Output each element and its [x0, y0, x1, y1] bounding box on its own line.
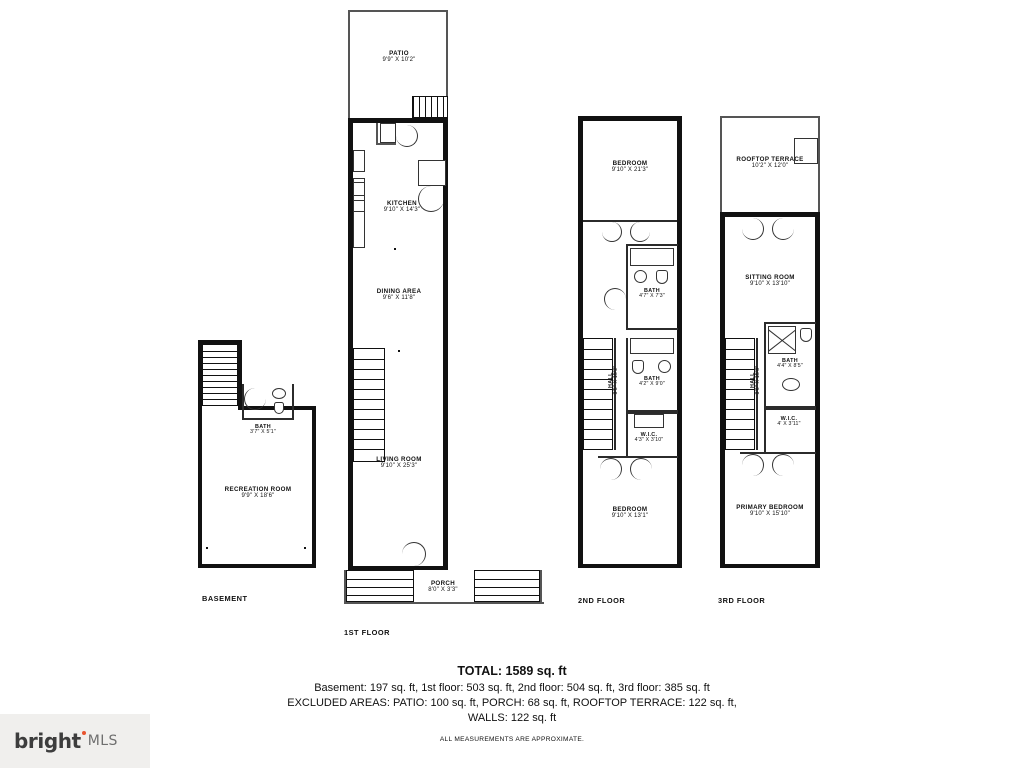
third-wic-wall-top [764, 408, 816, 410]
terrace-label [730, 156, 810, 170]
summary-total: TOTAL: 1589 sq. ft [457, 664, 567, 678]
terrace-wall-right [818, 116, 820, 212]
summary-walls: WALLS: 122 sq. ft [467, 711, 557, 724]
first-floor-title: 1ST FLOOR [344, 628, 390, 637]
second-bath1-dim: 4'7" X 7'3" [639, 293, 665, 300]
porch-steps-right [474, 570, 540, 602]
second-bath1-door [604, 288, 626, 310]
porch-dim: 8'0" X 3'3" [428, 587, 458, 594]
third-floor-wall-front [720, 564, 820, 568]
terrace-name: ROOFTOP TERRACE [736, 156, 804, 163]
third-floor-wall-right [815, 212, 820, 568]
watermark-brand: bright [14, 729, 81, 753]
terrace-door-left [742, 218, 764, 240]
second-bedroom-front-name: BEDROOM [612, 506, 648, 513]
second-closet-wall [583, 220, 677, 222]
third-wic-wall-left [764, 408, 766, 454]
dining-name: DINING AREA [376, 288, 422, 295]
second-bath2-toilet [632, 360, 644, 374]
second-floor-wall-front [578, 564, 682, 568]
watermark-accent-dot [82, 731, 86, 735]
second-bath2-tub [630, 338, 674, 354]
second-closet-door-right [630, 222, 650, 242]
second-bath1-label [624, 288, 680, 300]
terrace-dim: 10'2" X 12'0" [751, 163, 789, 170]
porch-name: PORCH [430, 580, 456, 587]
second-bath1-sink [634, 270, 647, 283]
porch-wall-bottom [344, 602, 544, 604]
kitchen-label [364, 200, 440, 214]
area-summary [0, 664, 1024, 743]
patio-wall-left [348, 10, 350, 118]
primary-bedroom-dim: 9'10" X 15'10" [749, 511, 791, 518]
second-bath1-name: BATH [644, 288, 660, 294]
basement-wall-bottom [198, 564, 316, 568]
third-bath-sink [782, 378, 800, 391]
second-bath1-wall-left [626, 244, 628, 330]
second-bath1-tub [630, 248, 674, 266]
rear-vestibule-wall [376, 123, 378, 145]
sitting-room-dim: 9'10" X 13'10" [749, 281, 791, 288]
living-room-name: LIVING ROOM [376, 456, 422, 463]
basement-bath-wall-right [292, 384, 294, 420]
rear-door [396, 125, 418, 147]
basement-wall-right [312, 406, 316, 568]
dining-dim: 9'6" X 11'8" [382, 295, 416, 302]
kitchen-upper-counter [353, 150, 365, 172]
basement-recreation-name: RECREATION ROOM [224, 486, 292, 493]
watermark-suffix: MLS [87, 733, 118, 749]
basement-recreation-label [206, 486, 310, 500]
sitting-room-label [730, 274, 810, 288]
third-wic-name: W.I.C. [780, 416, 798, 422]
plan-second-floor [578, 116, 688, 616]
third-bath-name: BATH [782, 358, 798, 364]
basement-bath-wall-bottom [242, 418, 294, 420]
basement-bath-toilet [274, 402, 284, 414]
second-wic-name: W.I.C. [640, 432, 658, 438]
primary-bedroom-name: PRIMARY BEDROOM [736, 504, 804, 511]
second-wic-label [620, 432, 678, 444]
basement-bath-name: BATH [255, 424, 271, 430]
second-wic-door [600, 458, 622, 480]
second-bath1-wall-bottom [626, 328, 678, 330]
third-hall-dim: 3'6" X 15'8" [755, 365, 762, 395]
porch-label [406, 580, 480, 594]
second-bath2-dim: 4'2" X 9'0" [639, 381, 665, 388]
third-bath-dim: 4'4" X 8'5" [777, 363, 803, 370]
second-bath1-wall-top [626, 244, 678, 246]
basement-bath-dim: 3'7" X 5'1" [250, 429, 276, 436]
rear-closet [380, 123, 396, 143]
first-floor-wall-rear [348, 118, 448, 123]
second-bedroom-front-label [592, 506, 668, 520]
second-bath1-toilet [656, 270, 668, 284]
second-bath2-name: BATH [644, 376, 660, 382]
plan-basement [198, 340, 318, 603]
patio-deck-hatch [412, 96, 448, 118]
terrace-wall-top [720, 116, 820, 118]
second-floor-wall-right [677, 116, 682, 568]
basement-bath-label [234, 424, 292, 436]
second-wic-dim: 4'3" X 3'10" [634, 437, 664, 444]
kitchen-name: KITCHEN [387, 200, 417, 207]
second-hall-label [608, 352, 620, 408]
plan-third-floor [716, 116, 828, 616]
second-floor-wall-rear [578, 116, 682, 121]
third-floor-title: 3RD FLOOR [718, 596, 766, 605]
basement-title: BASEMENT [202, 594, 248, 603]
porch-steps-left [346, 570, 414, 602]
front-door [402, 542, 426, 566]
second-bedroom-front-door [630, 458, 652, 480]
living-room-label [358, 456, 440, 470]
dining-label [358, 288, 440, 302]
basement-recreation-dim: 9'9" X 18'6" [241, 493, 275, 500]
patio-name: PATIO [389, 50, 409, 57]
second-floor-title: 2ND FLOOR [578, 596, 626, 605]
second-closet-door-left [602, 222, 622, 242]
third-wic-door [742, 454, 764, 476]
basement-bath-door [244, 388, 266, 410]
second-bedroom-front-dim: 9'10" X 13'1" [611, 513, 649, 520]
bright-mls-watermark [0, 714, 150, 768]
patio-wall-top [348, 10, 448, 12]
first-floor-stairs [353, 348, 385, 462]
second-bedroom-rear-dim: 9'10" X 21'3" [611, 167, 649, 174]
second-wic-shelf [634, 414, 664, 428]
living-room-dim: 9'10" X 25'3" [380, 463, 418, 470]
primary-bedroom-label [728, 504, 812, 518]
third-floor-wall-rear [720, 212, 820, 217]
primary-bedroom-door [772, 454, 794, 476]
second-hall-dim: 3'5" X 15'2" [613, 365, 620, 395]
second-bedroom-rear-name: BEDROOM [612, 160, 648, 167]
kitchen-dim: 9'10" X 14'3" [383, 207, 421, 214]
third-wic-dim: 4' X 3'11" [777, 421, 801, 428]
plan-first-floor [344, 10, 544, 637]
third-hall-name: HALL [749, 372, 756, 388]
second-hall-name: HALL [607, 372, 614, 388]
second-bath2-sink [658, 360, 671, 373]
third-hall-label [750, 352, 762, 408]
rear-vestibule-wall-2 [378, 143, 396, 145]
kitchen-range [353, 182, 365, 196]
terrace-door-right [772, 218, 794, 240]
sitting-room-name: SITTING ROOM [745, 274, 795, 281]
summary-breakdown: Basement: 197 sq. ft, 1st floor: 503 sq. ft, 2nd floor: 504 sq. ft, 3rd floor: 385 sq. ft [314, 682, 710, 694]
third-bath-shower [768, 326, 796, 354]
summary-disclaimer: ALL MEASUREMENTS ARE APPROXIMATE. [439, 735, 585, 743]
patio-label [358, 50, 440, 64]
third-bath-wall-top [764, 322, 816, 324]
patio-dim: 9'9" X 10'2" [382, 57, 416, 64]
second-bath2-wall-left [626, 338, 628, 412]
summary-excluded: EXCLUDED AREAS: PATIO: 100 sq. ft, PORCH: 68 sq. ft, ROOFTOP TERRACE: 122 sq. ft, [287, 696, 737, 709]
third-wic-label [760, 416, 818, 428]
second-bath2-label [624, 376, 680, 388]
terrace-wall-left [720, 116, 722, 212]
porch-wall-right [540, 570, 542, 604]
basement-bath-sink [272, 388, 286, 399]
kitchen-island [418, 160, 446, 186]
third-bath-label [762, 358, 818, 370]
basement-stairs [202, 344, 238, 406]
second-bedroom-rear-label [592, 160, 668, 174]
third-bath-toilet [800, 328, 812, 342]
